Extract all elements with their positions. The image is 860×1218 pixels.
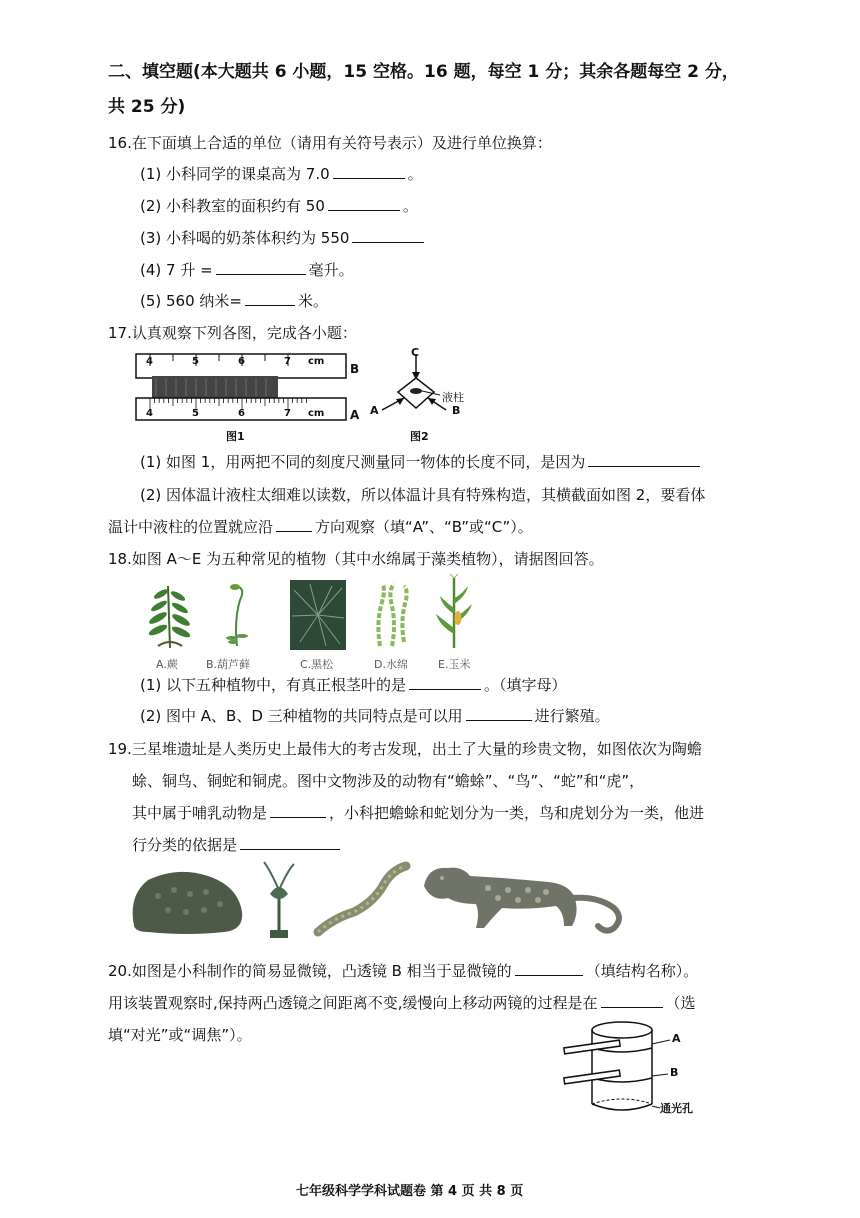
answer-blank[interactable] xyxy=(328,196,400,211)
q19-line3: 其中属于哺乳动物是 ，小科把蟾蜍和蛇划分为一类，鸟和虎划分为一类，他进 xyxy=(132,804,705,822)
q17-part-2-line2: 温计中液柱的位置就应沿 方向观察（填“A”、“B”或“C”）。 xyxy=(108,518,533,536)
figure-2-label-c: C xyxy=(411,346,420,359)
q18-part-2: (2) 图中 A、B、D 三种植物的共同特点是可以用 进行繁殖。 xyxy=(140,707,610,725)
answer-blank[interactable] xyxy=(333,164,405,179)
answer-blank[interactable] xyxy=(515,961,583,976)
pottery-toad-image xyxy=(128,866,246,936)
fern-image xyxy=(148,580,192,650)
ruler-top-tick: 5 xyxy=(192,356,199,367)
q19-line4: 行分类的依据是 xyxy=(132,834,343,856)
microscope-label-a: A xyxy=(672,1032,681,1045)
answer-blank[interactable] xyxy=(245,291,295,306)
ruler-top-tick: 6 xyxy=(238,356,245,367)
q20-line3: 填“对光”或“调焦”）。 xyxy=(108,1026,252,1044)
ruler-label-b: B xyxy=(350,362,360,376)
answer-blank[interactable] xyxy=(409,675,481,690)
bronze-snake-image xyxy=(314,862,410,936)
page-footer: 七年级科学学科试题卷 第 4 页 共 8 页 xyxy=(296,1184,524,1199)
q16-item-1: (1) 小科同学的课桌高为 7.0 。 xyxy=(140,165,423,183)
q20-line2: 用该装置观察时,保持两凸透镜之间距离不变,缓慢向上移动两镜的过程是在 （选 xyxy=(108,994,696,1012)
corn-image xyxy=(436,574,472,650)
q16-stem: 16.在下面填上合适的单位（请用有关符号表示）及进行单位换算： xyxy=(108,134,552,152)
ruler-bottom-tick: cm xyxy=(308,408,325,419)
bronze-tiger-image xyxy=(418,856,628,942)
section-title-line1: 二、填空题(本大题共 6 小题，15 空格。16 题，每空 1 分；其余各题每空 2 分， xyxy=(108,62,739,82)
q16-item-4: (4) 7 升 = 毫升。 xyxy=(140,261,354,279)
ruler-label-a: A xyxy=(350,408,360,422)
plant-caption-e: E.玉米 xyxy=(438,658,471,671)
q19-line2: 蜍、铜鸟、铜蛇和铜虎。图中文物涉及的动物有“蟾蜍”、“鸟”、“蛇”和“虎”， xyxy=(132,772,645,790)
q16-item-5: (5) 560 纳米= 米。 xyxy=(140,292,328,310)
answer-blank[interactable] xyxy=(588,452,700,467)
answer-blank[interactable] xyxy=(240,835,340,850)
figure-2-label-a: A xyxy=(370,404,379,417)
microscope-hole-label: 通光孔 xyxy=(660,1102,693,1115)
answer-blank[interactable] xyxy=(216,260,306,275)
ruler-top-tick: 4 xyxy=(146,356,153,367)
moss-image xyxy=(222,580,252,650)
q16-item-3: (3) 小科喝的奶茶体积约为 550 xyxy=(140,227,427,249)
q17-part-2-line1: (2) 因体温计液柱太细难以读数，所以体温计具有特殊构造，其横截面如图 2，要看体 xyxy=(140,486,706,504)
thermometer-cross-section-figure xyxy=(376,348,476,428)
ruler-figure xyxy=(136,352,366,437)
plant-caption-a: A.蕨 xyxy=(156,658,178,671)
ruler-bottom-tick: 7 xyxy=(284,408,291,419)
figure-1-caption: 图1 xyxy=(226,430,245,443)
ruler-bottom-tick: 4 xyxy=(146,408,153,419)
ruler-bottom-tick: 6 xyxy=(238,408,245,419)
answer-blank[interactable] xyxy=(276,517,312,532)
plant-caption-c: C.黑松 xyxy=(300,658,334,671)
ruler-bottom-tick: 5 xyxy=(192,408,199,419)
answer-blank[interactable] xyxy=(352,228,424,243)
q18-part-1: (1) 以下五种植物中，有真正根茎叶的是 。（填字母） xyxy=(140,676,567,694)
q17-part-1: (1) 如图 1，用两把不同的刻度尺测量同一物体的长度不同，是因为 xyxy=(140,451,703,473)
q16-item-2: (2) 小科教室的面积约有 50 。 xyxy=(140,197,418,215)
answer-blank[interactable] xyxy=(601,993,663,1008)
figure-2-label-b: B xyxy=(452,404,461,417)
q19-line1: 19.三星堆遗址是人类历史上最伟大的考古发现，出土了大量的珍贵文物，如图依次为陶蟾 xyxy=(108,740,702,758)
microscope-label-b: B xyxy=(670,1066,679,1079)
q18-stem: 18.如图 A～E 为五种常见的植物（其中水绵属于藻类植物），请据图回答。 xyxy=(108,550,604,568)
black-pine-image xyxy=(290,580,346,650)
section-title-line2: 共 25 分) xyxy=(108,97,186,117)
figure-2-liquid-label: 液柱 xyxy=(442,391,464,404)
q20-line1: 20.如图是小科制作的简易显微镜，凸透镜 B 相当于显微镜的 （填结构名称）。 xyxy=(108,962,699,980)
ruler-top-tick: 7 xyxy=(284,356,291,367)
answer-blank[interactable] xyxy=(466,706,532,721)
ruler-top-tick: cm xyxy=(308,356,325,367)
plant-caption-d: D.水绵 xyxy=(374,658,408,671)
answer-blank[interactable] xyxy=(270,803,326,818)
figure-2-caption: 图2 xyxy=(410,430,429,443)
plant-caption-b: B.葫芦藓 xyxy=(206,658,251,671)
q17-stem: 17.认真观察下列各图，完成各小题： xyxy=(108,324,357,342)
spirogyra-image xyxy=(372,582,412,648)
bronze-bird-image xyxy=(256,860,302,940)
